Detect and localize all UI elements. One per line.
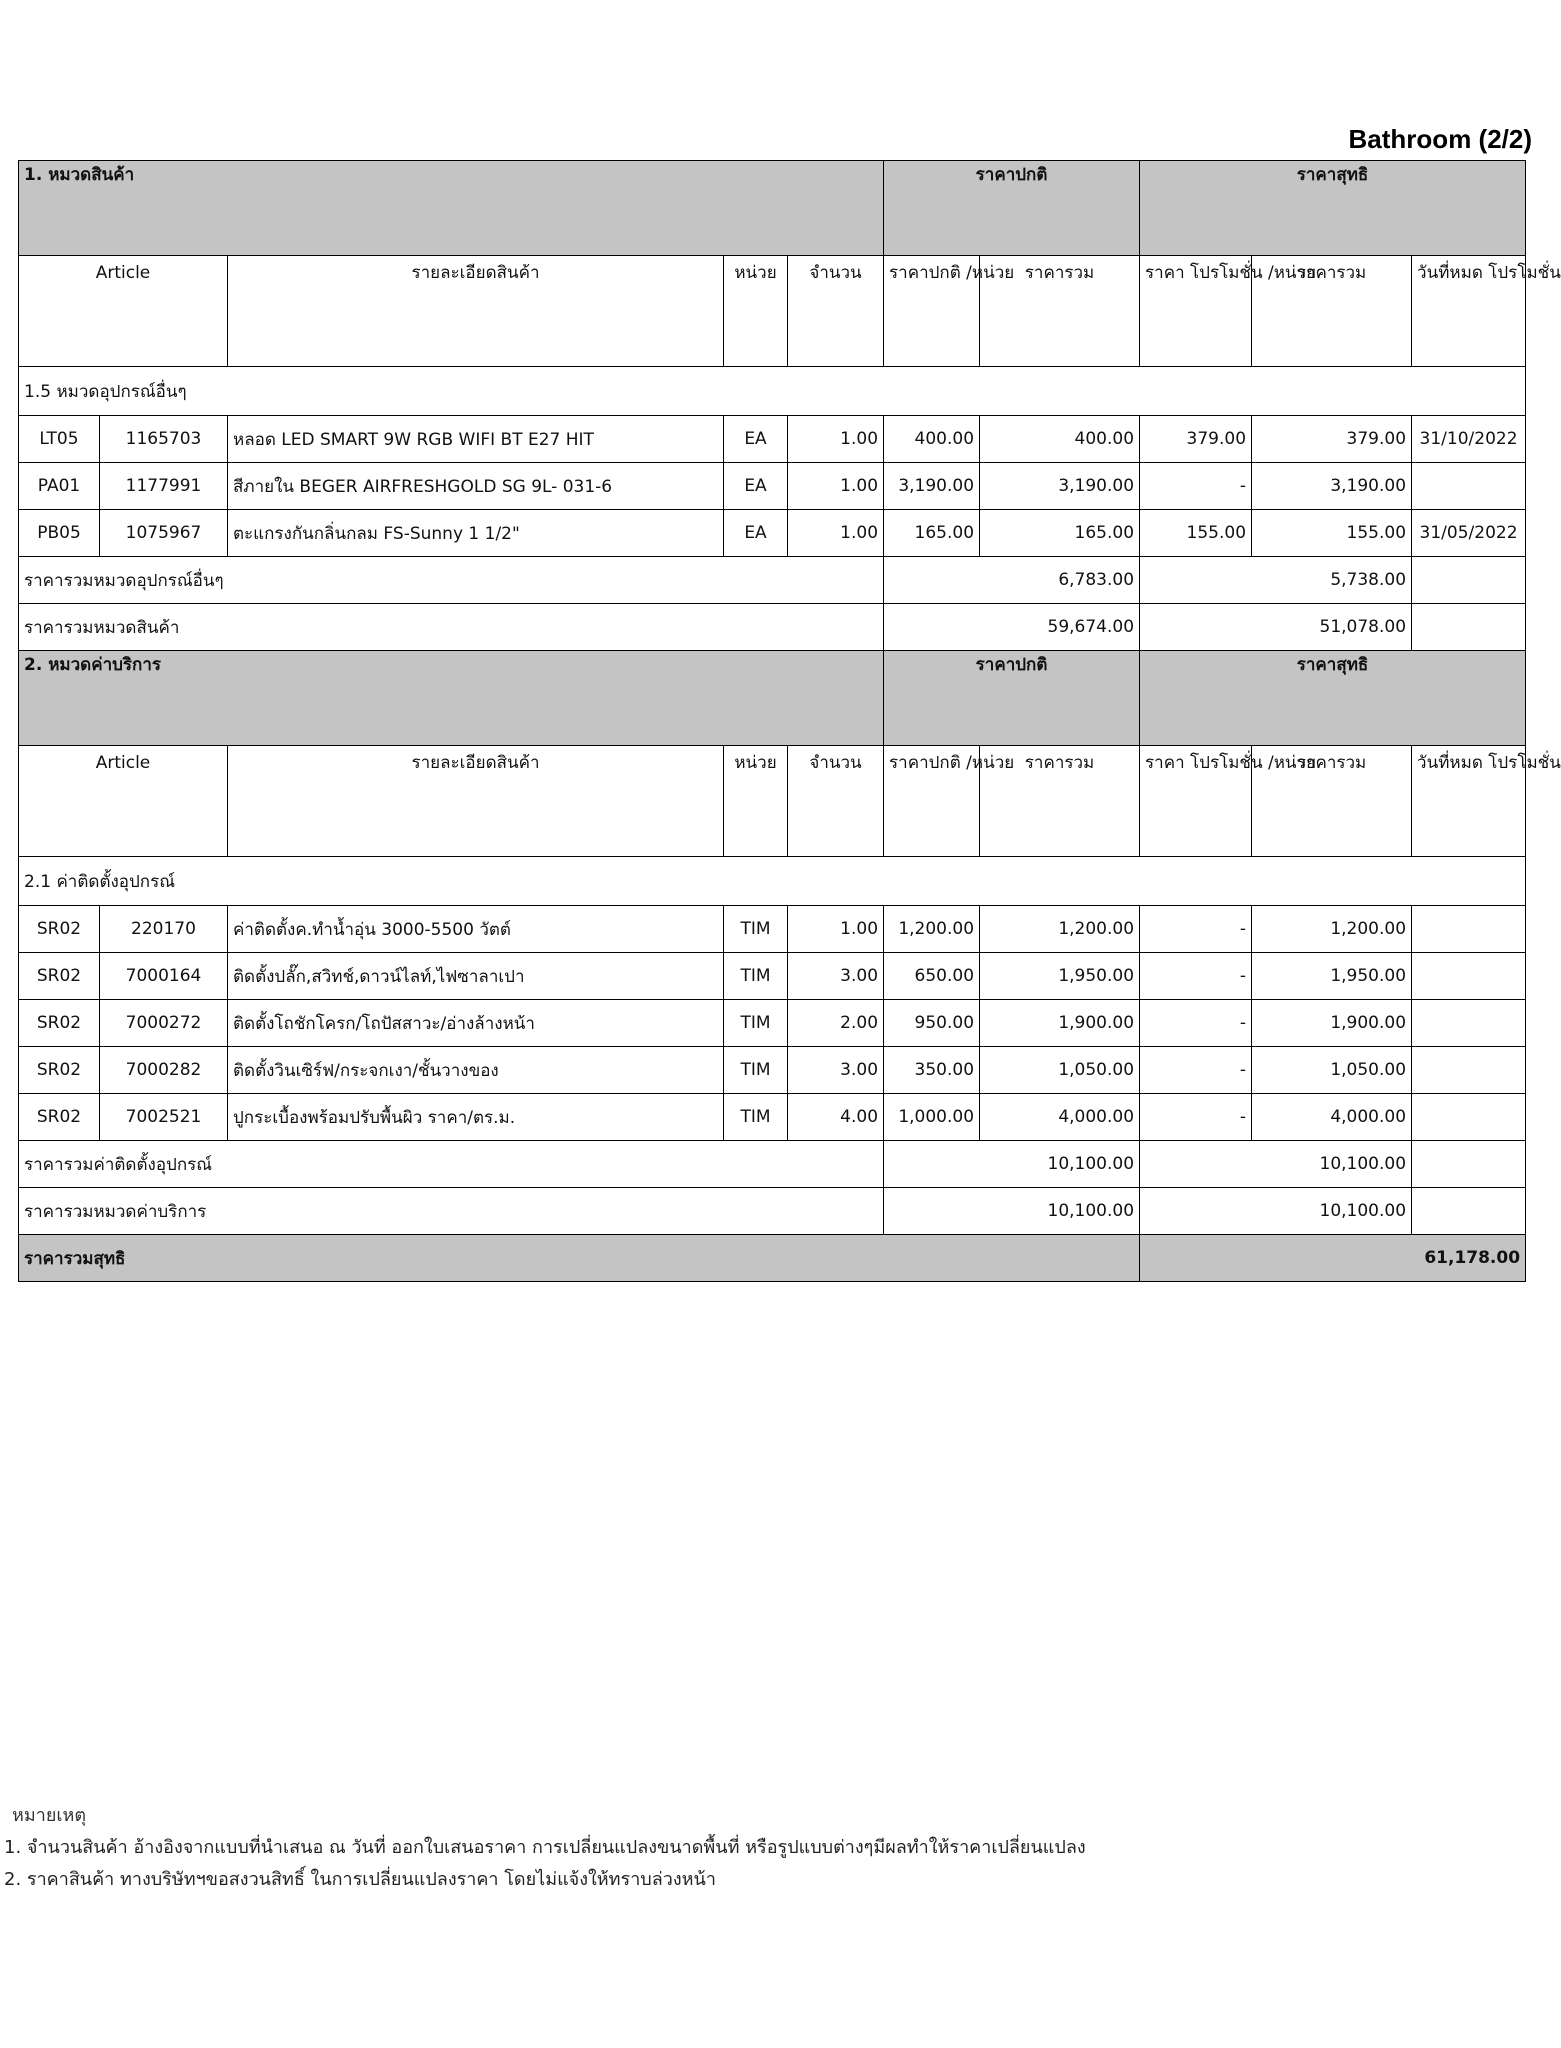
price-normal-header: ราคาปกติ: [884, 651, 1140, 746]
cell-qty: 4.00: [788, 1094, 884, 1141]
cell-unit: EA: [724, 510, 788, 557]
notes-title: หมายเหตุ: [12, 1805, 87, 1826]
cell-qty: 3.00: [788, 953, 884, 1000]
cell-unit: TIM: [724, 1047, 788, 1094]
cell-unit-price: 165.00: [884, 510, 980, 557]
cell-unit-price: 950.00: [884, 1000, 980, 1047]
col-unit-price-header: ราคาปกติ /หน่วย: [884, 256, 980, 367]
section-total-label: ราคารวมหมวดสินค้า: [19, 604, 884, 651]
cell-description: ปูกระเบื้องพร้อมปรับพื้นผิว ราคา/ตร.ม.: [228, 1094, 724, 1141]
table-row: [19, 463, 1526, 510]
section-total-normal: 10,100.00: [884, 1188, 1140, 1235]
cell-unit-price: 400.00: [884, 416, 980, 463]
cell-unit: EA: [724, 463, 788, 510]
price-net-header: ราคาสุทธิ: [1140, 651, 1526, 746]
cell-promo-price: 155.00: [1140, 510, 1252, 557]
subtotal-empty: [1412, 557, 1526, 604]
section-total-empty: [1412, 604, 1526, 651]
subtotal-label: ราคารวมหมวดอุปกรณ์อื่นๆ: [19, 557, 884, 604]
col-article-header: Article: [19, 256, 228, 367]
section-total-label: ราคารวมหมวดค่าบริการ: [19, 1188, 884, 1235]
cell-promo-price: 379.00: [1140, 416, 1252, 463]
note-item-1: 1. จำนวนสินค้า อ้างอิงจากแบบที่นำเสนอ ณ วันที่ ออกใบเสนอราคา การเปลี่ยนแปลงขนาดพื้นที่ หรือรูปแบบต่างๆมีผลทำให้ราคาเปลี่ยนแปลง: [4, 1837, 1086, 1858]
cell-total: 1,900.00: [980, 1000, 1140, 1047]
section-total-empty: [1412, 1188, 1526, 1235]
cell-net-total: 3,190.00: [1252, 463, 1412, 510]
subcategory-label: 1.5 หมวดอุปกรณ์อื่นๆ: [19, 367, 1526, 416]
cell-code: SR02: [19, 1094, 100, 1141]
price-net-header: ราคาสุทธิ: [1140, 161, 1526, 256]
cell-net-total: 1,900.00: [1252, 1000, 1412, 1047]
price-normal-header: ราคาปกติ: [884, 161, 1140, 256]
col-total-header: ราคารวม: [980, 746, 1140, 857]
cell-code: SR02: [19, 906, 100, 953]
cell-article: 7000164: [100, 953, 228, 1000]
cell-net-total: 1,200.00: [1252, 906, 1412, 953]
cell-unit-price: 650.00: [884, 953, 980, 1000]
cell-total: 400.00: [980, 416, 1140, 463]
cell-article: 7000282: [100, 1047, 228, 1094]
cell-promo-price: -: [1140, 1000, 1252, 1047]
subtotal-net: 5,738.00: [1140, 557, 1412, 604]
cell-promo-price: -: [1140, 1047, 1252, 1094]
section-total-net: 51,078.00: [1140, 604, 1412, 651]
table-row: [19, 953, 1526, 1000]
cell-article: 1075967: [100, 510, 228, 557]
cell-promo-price: -: [1140, 953, 1252, 1000]
cell-unit: TIM: [724, 953, 788, 1000]
col-promo-price-header: ราคา โปรโมชั่น /หน่วย: [1140, 256, 1252, 367]
col-total-header: ราคารวม: [980, 256, 1140, 367]
table-row: [19, 1094, 1526, 1141]
note-item-2: 2. ราคาสินค้า ทางบริษัทฯขอสงวนสิทธิ์ ในการเปลี่ยนแปลงราคา โดยไม่แจ้งให้ทราบล่วงหน้า: [4, 1869, 716, 1890]
cell-net-total: 155.00: [1252, 510, 1412, 557]
cell-code: PB05: [19, 510, 100, 557]
cell-description: ค่าติดตั้งค.ทำน้ำอุ่น 3000-5500 วัตต์: [228, 906, 724, 953]
subtotal-normal: 6,783.00: [884, 557, 1140, 604]
cell-promo-end: [1412, 1000, 1526, 1047]
column-header-row: [19, 256, 1526, 367]
subtotal-net: 10,100.00: [1140, 1141, 1412, 1188]
cell-qty: 3.00: [788, 1047, 884, 1094]
cell-code: LT05: [19, 416, 100, 463]
cell-net-total: 1,050.00: [1252, 1047, 1412, 1094]
col-unit-header: หน่วย: [724, 256, 788, 367]
cell-unit: EA: [724, 416, 788, 463]
col-unit-price-header: ราคาปกติ /หน่วย: [884, 746, 980, 857]
cell-promo-price: -: [1140, 906, 1252, 953]
section-total-row: [19, 604, 1526, 651]
quotation-table: [18, 160, 1561, 1282]
cell-description: ตะแกรงกันกลิ่นกลม FS-Sunny 1 1/2": [228, 510, 724, 557]
cell-article: 7000272: [100, 1000, 228, 1047]
cell-code: SR02: [19, 1047, 100, 1094]
cell-promo-end: [1412, 953, 1526, 1000]
col-promo-end-header: วันที่หมด โปรโมชั่น: [1412, 256, 1526, 367]
cell-promo-end: [1412, 463, 1526, 510]
cell-promo-price: -: [1140, 1094, 1252, 1141]
col-article-header: Article: [19, 746, 228, 857]
col-unit-header: หน่วย: [724, 746, 788, 857]
cell-total: 3,190.00: [980, 463, 1140, 510]
cell-qty: 2.00: [788, 1000, 884, 1047]
grand-total-value: 61,178.00: [1140, 1235, 1526, 1282]
cell-unit: TIM: [724, 1000, 788, 1047]
cell-promo-end: [1412, 906, 1526, 953]
section-2-header-row: [19, 651, 1526, 746]
cell-description: สีภายใน BEGER AIRFRESHGOLD SG 9L- 031-6: [228, 463, 724, 510]
notes-section: [4, 1800, 1086, 1896]
section-total-normal: 59,674.00: [884, 604, 1140, 651]
col-net-total-header: ราคารวม: [1252, 256, 1412, 367]
cell-article: 1177991: [100, 463, 228, 510]
cell-total: 1,950.00: [980, 953, 1140, 1000]
cell-description: ติดตั้งปลั๊ก,สวิทช์,ดาวน์ไลท์,ไฟซาลาเปา: [228, 953, 724, 1000]
subcategory-row: [19, 367, 1526, 416]
table-row: [19, 1047, 1526, 1094]
col-qty-header: จำนวน: [788, 746, 884, 857]
cell-total: 4,000.00: [980, 1094, 1140, 1141]
cell-article: 1165703: [100, 416, 228, 463]
table-row: [19, 510, 1526, 557]
subtotal-row: [19, 557, 1526, 604]
subtotal-empty: [1412, 1141, 1526, 1188]
cell-unit: TIM: [724, 1094, 788, 1141]
cell-qty: 1.00: [788, 463, 884, 510]
section-total-net: 10,100.00: [1140, 1188, 1412, 1235]
cell-net-total: 379.00: [1252, 416, 1412, 463]
cell-unit-price: 350.00: [884, 1047, 980, 1094]
cell-unit-price: 3,190.00: [884, 463, 980, 510]
col-description-header: รายละเอียดสินค้า: [228, 256, 724, 367]
subcategory-label: 2.1 ค่าติดตั้งอุปกรณ์: [19, 857, 1526, 906]
cell-article: 220170: [100, 906, 228, 953]
cell-net-total: 1,950.00: [1252, 953, 1412, 1000]
table-row: [19, 416, 1526, 463]
cell-promo-end: 31/05/2022: [1412, 510, 1526, 557]
cell-unit: TIM: [724, 906, 788, 953]
cell-code: SR02: [19, 1000, 100, 1047]
subtotal-label: ราคารวมค่าติดตั้งอุปกรณ์: [19, 1141, 884, 1188]
table-row: [19, 1000, 1526, 1047]
page-title: Bathroom (2/2): [1348, 124, 1532, 154]
cell-total: 1,200.00: [980, 906, 1140, 953]
section-title: 1. หมวดสินค้า: [19, 161, 884, 256]
col-promo-price-header: ราคา โปรโมชั่น /หน่วย: [1140, 746, 1252, 857]
cell-article: 7002521: [100, 1094, 228, 1141]
table-row: [19, 906, 1526, 953]
cell-promo-price: -: [1140, 463, 1252, 510]
cell-qty: 1.00: [788, 510, 884, 557]
column-header-row: [19, 746, 1526, 857]
cell-code: PA01: [19, 463, 100, 510]
col-description-header: รายละเอียดสินค้า: [228, 746, 724, 857]
cell-unit-price: 1,000.00: [884, 1094, 980, 1141]
cell-unit-price: 1,200.00: [884, 906, 980, 953]
cell-net-total: 4,000.00: [1252, 1094, 1412, 1141]
section-1-header-row: [19, 161, 1526, 256]
cell-promo-end: [1412, 1047, 1526, 1094]
section-title: 2. หมวดค่าบริการ: [19, 651, 884, 746]
cell-qty: 1.00: [788, 416, 884, 463]
col-net-total-header: ราคารวม: [1252, 746, 1412, 857]
col-qty-header: จำนวน: [788, 256, 884, 367]
section-total-row: [19, 1188, 1526, 1235]
cell-code: SR02: [19, 953, 100, 1000]
cell-qty: 1.00: [788, 906, 884, 953]
cell-promo-end: [1412, 1094, 1526, 1141]
cell-total: 165.00: [980, 510, 1140, 557]
grand-total-row: [19, 1235, 1526, 1282]
col-promo-end-header: วันที่หมด โปรโมชั่น: [1412, 746, 1526, 857]
cell-description: ติดตั้งโถชักโครก/โถปัสสาวะ/อ่างล้างหน้า: [228, 1000, 724, 1047]
cell-total: 1,050.00: [980, 1047, 1140, 1094]
grand-total-label: ราคารวมสุทธิ: [19, 1235, 1140, 1282]
subcategory-row: [19, 857, 1526, 906]
subtotal-row: [19, 1141, 1526, 1188]
cell-description: ติดตั้งวินเซิร์ฟ/กระจกเงา/ชั้นวางของ: [228, 1047, 724, 1094]
subtotal-normal: 10,100.00: [884, 1141, 1140, 1188]
cell-description: หลอด LED SMART 9W RGB WIFI BT E27 HIT: [228, 416, 724, 463]
cell-promo-end: 31/10/2022: [1412, 416, 1526, 463]
